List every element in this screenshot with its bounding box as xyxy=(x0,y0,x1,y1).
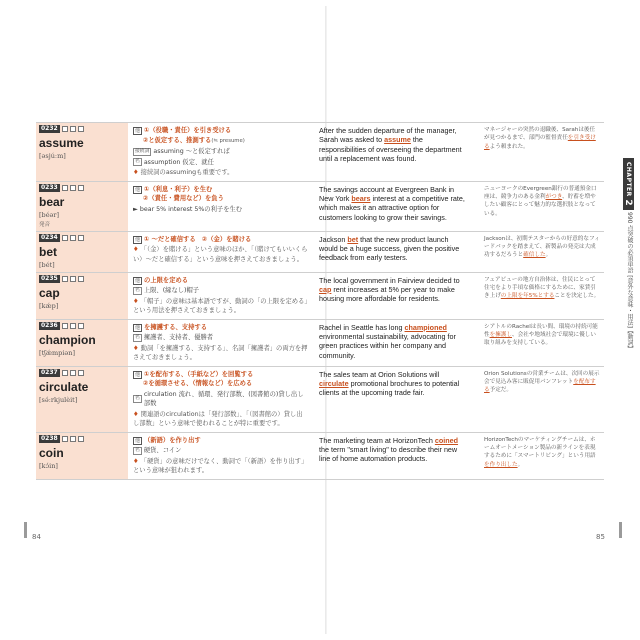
sentence-text: that the new product launch would be a huge success, given the positive feedback from early testers. xyxy=(319,234,460,263)
side-heading-section: 【動詞】 xyxy=(626,327,633,352)
sentence-keyword: championed xyxy=(404,322,447,332)
sentence-text: The marketing team at HorizonTech xyxy=(319,435,435,445)
example-sentence xyxy=(313,182,472,231)
pronunciation: [sə́ːrkjulèit] xyxy=(39,395,78,404)
translation-text: 。 xyxy=(545,252,552,259)
sentence-keyword: bears xyxy=(351,193,371,203)
sentence-text: After the sudden departure of the manager, Sarah was asked to xyxy=(319,126,457,145)
sentence-keyword: bet xyxy=(347,234,359,244)
translation-keyword: の上限を年5%とする xyxy=(500,293,555,300)
entry-number-row xyxy=(39,234,125,242)
translation-text: 、会社や地域社会で環境に優しい取り組みを支持している。 xyxy=(484,331,596,347)
definition-meaning: ②を循環させる、（情報など）を広める xyxy=(143,380,253,387)
left-page-marker xyxy=(24,522,27,538)
translation-keyword: を引き受ける xyxy=(484,135,596,150)
definition-block xyxy=(128,123,313,181)
related-form-tag: 名 xyxy=(135,396,140,401)
sentence-text: rent increases at 5% per year to make housing more affordable for residents. xyxy=(319,284,455,304)
sentence-text: the term "smart living" to describe their new line of home automation products. xyxy=(319,444,458,464)
related-form xyxy=(133,286,308,296)
related-form xyxy=(133,158,308,168)
definition-block xyxy=(128,320,313,366)
part-of-speech-badge: 他 xyxy=(135,324,141,331)
pronunciation: [əsjúːm] xyxy=(39,152,66,160)
part-of-speech-badge: 他 xyxy=(135,128,141,134)
definition-synonym: (≒ presume) xyxy=(211,137,245,144)
entry-number: 0237 xyxy=(41,368,58,376)
translation-text: マネージャーの突然の退職後、Sarahは後任が見つかるまで、部門の監督責任 xyxy=(484,127,596,142)
definition-line xyxy=(133,436,308,446)
headword: champion xyxy=(39,332,96,347)
sentence-translation xyxy=(472,433,604,479)
usage-note xyxy=(133,457,308,476)
usage-note xyxy=(133,297,308,316)
check-box xyxy=(62,126,68,132)
sentence-translation xyxy=(472,123,604,181)
entry-number: 0236 xyxy=(41,321,58,329)
definition-text xyxy=(144,370,253,380)
check-box xyxy=(70,370,76,376)
translation-keyword: がつき xyxy=(545,193,563,200)
pronunciation-note: 発音 xyxy=(39,221,51,228)
definition-text xyxy=(144,323,207,333)
entry-head xyxy=(36,433,128,479)
sentence-keyword: cap xyxy=(319,284,332,294)
entry-head xyxy=(36,182,128,231)
headword: bet xyxy=(39,244,57,259)
definition-line xyxy=(133,379,308,389)
headword: circulate xyxy=(39,379,89,394)
translation-text: ニューヨークのEvergreen銀行の普通預金口座は、競争力のある金利 xyxy=(484,185,597,200)
example-sentence xyxy=(313,273,472,319)
usage-note xyxy=(133,410,308,429)
chapter-label: CHAPTER xyxy=(625,161,632,197)
usage-note xyxy=(133,344,308,363)
sentence-keyword: assume xyxy=(384,135,411,145)
definition-text xyxy=(143,136,245,147)
check-box xyxy=(78,235,84,241)
related-form-tag: 名 xyxy=(135,447,140,453)
usage-note-text: 関連語のcirculationは「発行部数」、「（図書館の）貸し出し部数」という意味で使われることが特に重要です。 xyxy=(133,410,303,427)
definition-block xyxy=(128,273,313,319)
definition-meaning: ②と仮定する、推測する xyxy=(143,136,212,144)
side-heading xyxy=(624,212,634,352)
translation-keyword: を擁護し xyxy=(489,331,512,338)
definition-line xyxy=(133,276,308,286)
chapter-tab xyxy=(623,158,634,210)
sentence-translation xyxy=(472,232,604,272)
sentence-keyword: coined xyxy=(434,435,459,445)
definition-meaning: ① ～だと確信する ②（金）を賭ける xyxy=(144,235,252,243)
entry-row xyxy=(36,122,604,181)
definition-line xyxy=(133,185,308,195)
translation-text: フェアビューの地方自治体は、住民にとって住宅をより手頃な価格にするために、家賃引き上げ xyxy=(484,276,596,300)
check-box xyxy=(70,276,76,282)
definition-line xyxy=(133,126,308,136)
sentence-text: Jackson xyxy=(319,234,348,244)
related-form-tag: 接続詞 xyxy=(135,148,150,154)
example-sentence xyxy=(313,123,472,181)
chapter-number: 2 xyxy=(623,199,633,207)
definition-text xyxy=(144,185,212,195)
translation-text: Orion Solutionsの営業チームは、次回の展示会で見込み客に販促用パンフレット xyxy=(484,370,600,385)
check-box xyxy=(70,436,76,442)
headword: cap xyxy=(39,285,60,300)
entry-head xyxy=(36,273,128,319)
sentence-text: the responsibilities of overseeing the department until a replacement was found. xyxy=(319,135,462,164)
entry-number-row xyxy=(39,184,125,192)
definition-block xyxy=(128,367,313,432)
page-number-left: 84 xyxy=(32,533,41,541)
vocabulary-entries xyxy=(36,122,604,480)
entry-number: 0233 xyxy=(41,183,58,191)
definition-text xyxy=(144,276,188,286)
entry-head xyxy=(36,123,128,181)
sentence-keyword: circulate xyxy=(319,378,349,388)
bulb-icon: ♦ xyxy=(133,246,141,253)
definition-line xyxy=(133,323,308,333)
translation-keyword: を作り出した xyxy=(484,461,518,468)
definition-meaning: を擁護する、支持する xyxy=(144,323,207,331)
entry-row xyxy=(36,366,604,432)
check-box xyxy=(62,185,68,191)
check-box xyxy=(78,185,84,191)
check-box xyxy=(62,235,68,241)
entry-number: 0238 xyxy=(41,434,58,442)
related-form-text: circulation 流れ、循環、発行部数、(図書館の)貸し出し部数 xyxy=(143,390,304,407)
related-form-text: 擁護者、支持者、優勝者 xyxy=(143,334,214,341)
related-form-text: ► bear 5% interest 5%の利子を生む xyxy=(133,205,243,213)
entry-row xyxy=(36,319,604,366)
entry-row xyxy=(36,181,604,231)
sentence-translation xyxy=(472,320,604,366)
definition-line xyxy=(133,136,308,147)
definition-text xyxy=(144,126,231,136)
right-page-marker xyxy=(619,522,622,538)
bulb-icon: ♦ xyxy=(133,410,141,418)
example-sentence xyxy=(313,320,472,366)
related-form-tag: 名 xyxy=(135,159,140,165)
check-box xyxy=(70,126,76,132)
entry-number-row xyxy=(39,322,125,330)
definition-text xyxy=(144,235,251,245)
entry-number: 0232 xyxy=(41,125,58,132)
entry-row xyxy=(36,432,604,480)
pronunciation: [béər] xyxy=(39,210,60,219)
side-heading-main: 990 点突破の必須単語 [意外な意味・用法] xyxy=(626,212,633,328)
pronunciation: [kɔ́in] xyxy=(39,461,58,470)
translation-keyword: を配布する xyxy=(484,378,596,394)
entry-number-row xyxy=(39,275,125,283)
entry-row xyxy=(36,272,604,319)
part-of-speech-badge: 他 xyxy=(135,371,141,378)
entry-number-row xyxy=(39,369,125,377)
sentence-translation xyxy=(472,182,604,231)
translation-text: 予定だ。 xyxy=(489,387,512,394)
check-box xyxy=(78,126,84,132)
related-form-tag: 名 xyxy=(135,334,140,340)
sentence-text: Rachel in Seattle has long xyxy=(319,322,405,332)
check-box xyxy=(78,323,84,329)
check-box xyxy=(70,235,76,241)
related-form xyxy=(133,390,308,409)
definition-text xyxy=(143,379,252,389)
translation-text: ことを決定した。 xyxy=(554,293,600,300)
translation-text: よう頼まれた。 xyxy=(489,143,529,150)
sentence-translation xyxy=(472,273,604,319)
usage-note-text: 動詞「を擁護する、支持する」、名詞「擁護者」の両方を押さえておきましょう。 xyxy=(133,344,308,361)
sentence-text: environmental sustainability, advocating for green practices within her company and community. xyxy=(319,331,456,360)
translation-text: 。 xyxy=(517,461,524,468)
entry-number: 0234 xyxy=(41,233,58,241)
related-form xyxy=(133,147,308,157)
definition-meaning: ①（利息・利子）を生む xyxy=(144,185,213,193)
bulb-icon: ♦ xyxy=(133,297,141,305)
definition-text xyxy=(144,436,201,446)
sentence-translation xyxy=(472,367,604,432)
check-box xyxy=(62,323,68,329)
entry-head xyxy=(36,320,128,366)
entry-number-row xyxy=(39,435,125,443)
sentence-text: promotional brochures to potential clients at the upcoming trade fair. xyxy=(319,378,460,398)
part-of-speech-badge: 他 xyxy=(135,277,141,284)
translation-text: シアトルのRachelは長い間、環境の持続可能性 xyxy=(484,323,598,338)
related-form-text: assuming ～と仮定すれば xyxy=(153,148,230,155)
entry-head xyxy=(36,232,128,272)
definition-meaning: の上限を定める xyxy=(144,276,189,284)
check-box xyxy=(70,323,76,329)
sentence-text: The sales team at Orion Solutions will xyxy=(319,369,440,379)
bulb-icon: ♦ xyxy=(133,457,141,465)
usage-note-text: 「（金）を賭ける」という意味のほか、「（賭けてもいいくらい）～だと確信する」という意味を押さえておきましょう。 xyxy=(133,246,308,263)
bulb-icon: ♦ xyxy=(133,344,141,352)
usage-note-text: 接続詞のassumingも重要です。 xyxy=(140,169,234,176)
definition-line xyxy=(133,194,308,204)
related-form-text: 上限、(縁なし)帽子 xyxy=(143,287,200,294)
definition-meaning: ①（役職・責任）を引き受ける xyxy=(144,127,232,134)
definition-line xyxy=(133,235,308,245)
usage-note xyxy=(133,245,308,264)
pronunciation: [bét] xyxy=(39,260,55,269)
example-sentence xyxy=(313,433,472,479)
sentence-text: The savings account at Evergreen Bank in New York xyxy=(319,184,455,203)
definition-meaning: ②（責任・費用など）を負う xyxy=(143,195,224,202)
page-number-right: 85 xyxy=(596,533,605,541)
check-box xyxy=(78,370,84,376)
pronunciation: [kǽp] xyxy=(39,301,59,310)
related-form-tag: 名 xyxy=(135,287,140,293)
sentence-text: interest at a competitive rate, which makes it an attractive option for customers looking to grow their savings. xyxy=(319,193,465,222)
definition-line xyxy=(133,370,308,380)
pronunciation: [tʃǽmpiən] xyxy=(39,348,75,357)
sentence-text: The local government in Fairview decided to xyxy=(319,275,460,285)
headword: coin xyxy=(39,445,64,460)
related-form-text: 硬貨、コイン xyxy=(143,447,182,454)
translation-text: HorizonTechのマーケティングチームは、ホームオートメーション製品の新ラインを表現するために「スマートリビング」という用語 xyxy=(484,436,596,460)
entry-row xyxy=(36,231,604,272)
translation-keyword: 確信した xyxy=(523,252,546,259)
check-box xyxy=(78,436,84,442)
example-sentence xyxy=(313,367,472,432)
part-of-speech-badge: 他 xyxy=(135,186,141,193)
part-of-speech-badge: 他 xyxy=(135,437,141,444)
definition-block xyxy=(128,232,313,272)
book-spread xyxy=(6,6,634,634)
check-box xyxy=(70,185,76,191)
bulb-icon: ♦ xyxy=(133,169,141,176)
entry-number: 0235 xyxy=(41,274,58,282)
definition-block xyxy=(128,433,313,479)
definition-text xyxy=(143,194,224,204)
entry-number-row xyxy=(39,125,125,133)
related-form xyxy=(133,446,308,456)
related-form xyxy=(133,205,308,215)
usage-note-text: 「硬貨」の意味だけでなく、動詞で「（新語）を作り出す」という意味が狙われます。 xyxy=(133,457,308,474)
definition-meaning: （新語）を作り出す xyxy=(144,436,201,444)
entry-head xyxy=(36,367,128,432)
check-box xyxy=(78,276,84,282)
usage-note-text: 「帽子」の意味は基本語ですが、動詞の「の上限を定める」という用法を押さえておきましょう。 xyxy=(133,297,308,314)
check-box xyxy=(62,276,68,282)
related-form xyxy=(133,333,308,343)
headword: assume xyxy=(39,136,84,150)
part-of-speech-badge: 他 xyxy=(135,236,141,243)
example-sentence xyxy=(313,232,472,272)
check-box xyxy=(62,436,68,442)
translation-text: 、貯蓄を増やしたい顧客にとって魅力的な選択肢となっている。 xyxy=(484,193,596,217)
definition-meaning: ①を配布する、（手紙など）を回覧する xyxy=(144,370,254,378)
usage-note xyxy=(133,168,308,178)
definition-block xyxy=(128,182,313,231)
headword: bear xyxy=(39,194,65,209)
related-form-text: assumption 仮定、就任 xyxy=(143,158,214,166)
translation-text: Jacksonは、初期テスターからの好意的なフィードバックを踏まえて、新製品の発売は大成功するだろうと xyxy=(484,235,600,259)
check-box xyxy=(62,370,68,376)
